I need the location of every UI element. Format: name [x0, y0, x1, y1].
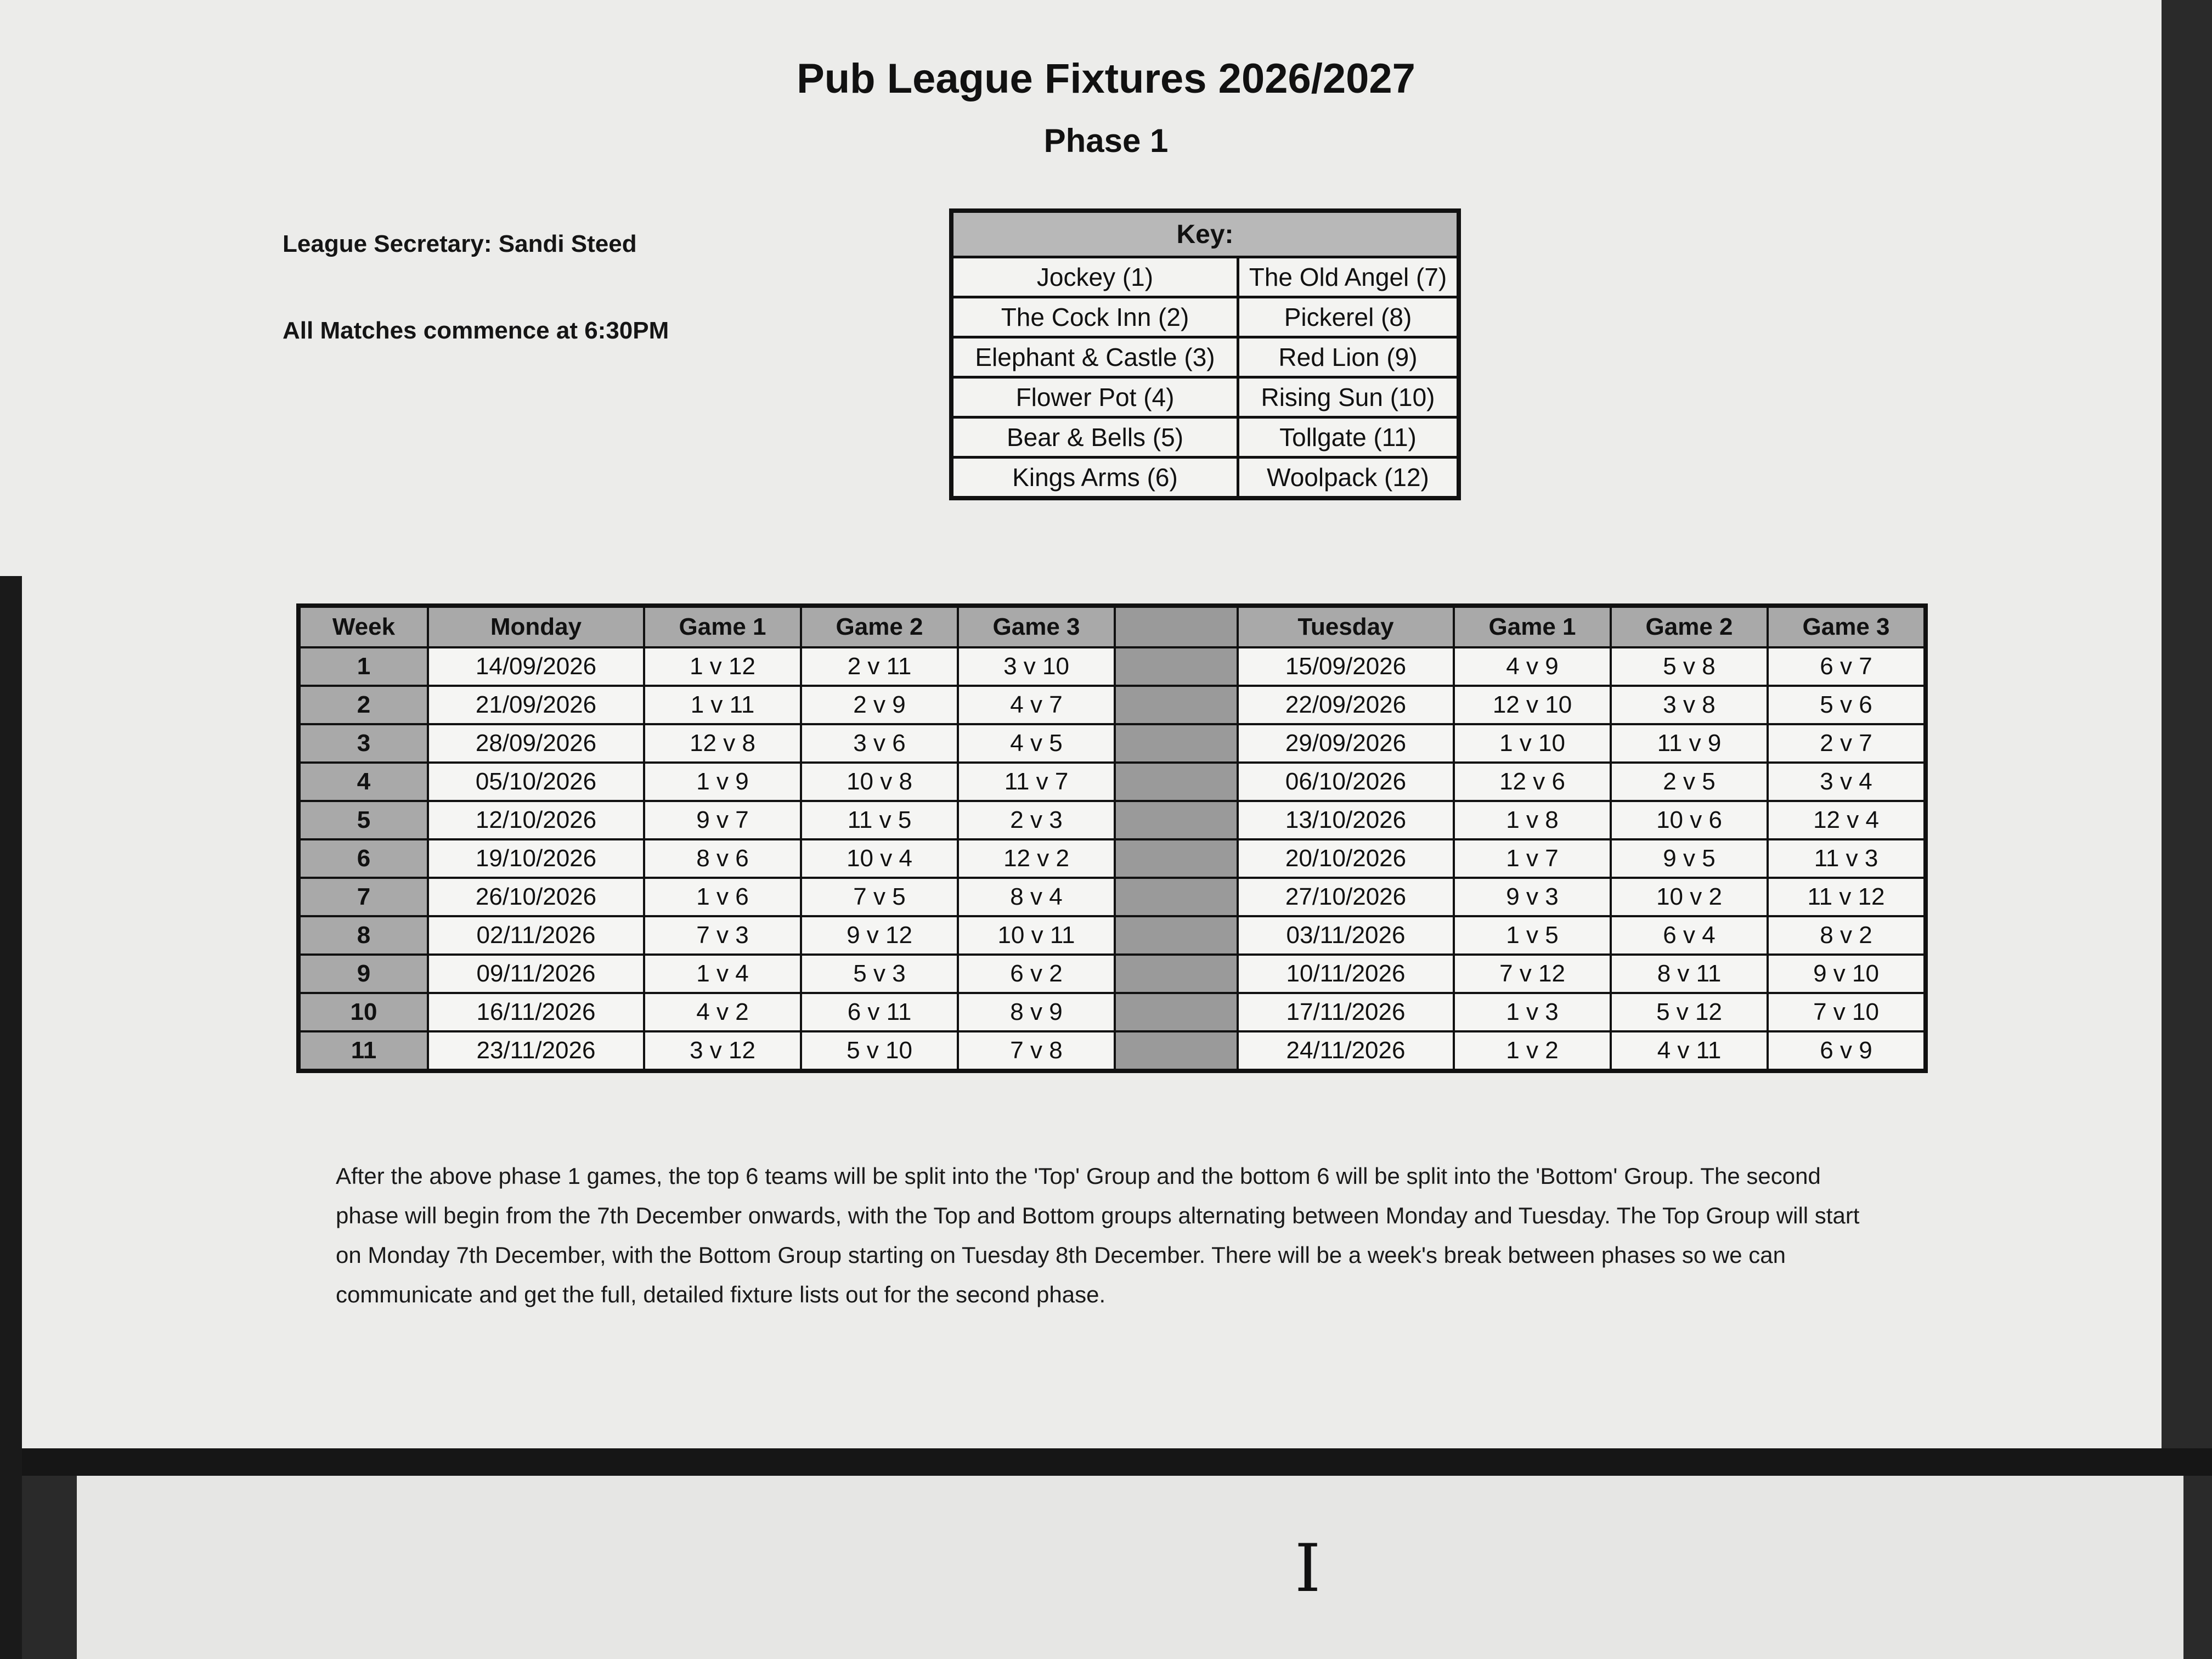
document-subtitle: Phase 1 [1043, 122, 1169, 159]
key-team: Woolpack (12) [1238, 458, 1459, 499]
match-date: 21/09/2026 [428, 686, 644, 724]
fixture-cell: 7 v 8 [958, 1031, 1115, 1071]
fixture-cell: 6 v 11 [801, 993, 958, 1031]
table-row [298, 839, 1926, 878]
spacer-cell [1115, 647, 1238, 686]
key-team: Pickerel (8) [1238, 297, 1459, 337]
fixture-cell: 9 v 3 [1454, 878, 1611, 916]
key-row [951, 377, 1459, 417]
key-team: Bear & Bells (5) [951, 417, 1238, 458]
fixture-cell: 8 v 6 [644, 839, 801, 878]
match-date: 28/09/2026 [428, 724, 644, 763]
fixture-cell: 6 v 7 [1768, 647, 1926, 686]
fixture-cell: 10 v 4 [801, 839, 958, 878]
screen-bezel [0, 576, 22, 1659]
fixture-cell: 8 v 4 [958, 878, 1115, 916]
spacer-cell [1115, 839, 1238, 878]
week-number: 3 [298, 724, 428, 763]
key-row [951, 297, 1459, 337]
week-number: 4 [298, 763, 428, 801]
table-row [298, 686, 1926, 724]
fixture-cell: 1 v 12 [644, 647, 801, 686]
team-key-table [949, 208, 1461, 500]
fixture-cell: 1 v 11 [644, 686, 801, 724]
fixture-cell: 2 v 7 [1768, 724, 1926, 763]
fixture-cell: 1 v 2 [1454, 1031, 1611, 1071]
key-team: The Old Angel (7) [1238, 257, 1459, 297]
key-heading: Key: [951, 211, 1459, 257]
table-row [298, 647, 1926, 686]
fixture-cell: 2 v 3 [958, 801, 1115, 839]
week-number: 9 [298, 955, 428, 993]
fixture-cell: 4 v 2 [644, 993, 801, 1031]
text-cursor-icon: I [1295, 1531, 1321, 1607]
match-date: 29/09/2026 [1238, 724, 1454, 763]
key-row [951, 458, 1459, 499]
fixture-cell: 4 v 11 [1611, 1031, 1768, 1071]
fixture-cell: 1 v 9 [644, 763, 801, 801]
key-row [951, 257, 1459, 297]
fixture-cell: 9 v 12 [801, 916, 958, 955]
fixture-cell: 10 v 6 [1611, 801, 1768, 839]
document-title: Pub League Fixtures 2026/2027 [797, 55, 1415, 102]
spacer-cell [1115, 916, 1238, 955]
spacer-header [1115, 606, 1238, 647]
fixture-cell: 5 v 3 [801, 955, 958, 993]
fixture-cell: 3 v 8 [1611, 686, 1768, 724]
fixture-cell: 3 v 10 [958, 647, 1115, 686]
fixture-cell: 10 v 11 [958, 916, 1115, 955]
key-team: Elephant & Castle (3) [951, 337, 1238, 377]
column-header: Monday [428, 606, 644, 647]
spacer-cell [1115, 955, 1238, 993]
match-date: 03/11/2026 [1238, 916, 1454, 955]
match-date: 14/09/2026 [428, 647, 644, 686]
fixtures-table [296, 603, 1928, 1073]
table-row [298, 801, 1926, 839]
fixture-cell: 5 v 6 [1768, 686, 1926, 724]
fixture-cell: 1 v 6 [644, 878, 801, 916]
match-date: 20/10/2026 [1238, 839, 1454, 878]
fixture-cell: 3 v 6 [801, 724, 958, 763]
fixture-cell: 11 v 3 [1768, 839, 1926, 878]
spacer-cell [1115, 763, 1238, 801]
column-header: Game 2 [801, 606, 958, 647]
fixture-cell: 1 v 5 [1454, 916, 1611, 955]
match-date: 09/11/2026 [428, 955, 644, 993]
key-team: Jockey (1) [951, 257, 1238, 297]
fixture-cell: 4 v 9 [1454, 647, 1611, 686]
fixture-cell: 11 v 9 [1611, 724, 1768, 763]
fixture-cell: 4 v 5 [958, 724, 1115, 763]
fixture-cell: 1 v 7 [1454, 839, 1611, 878]
fixture-cell: 12 v 4 [1768, 801, 1926, 839]
match-date: 23/11/2026 [428, 1031, 644, 1071]
spacer-cell [1115, 878, 1238, 916]
key-row [951, 337, 1459, 377]
fixture-cell: 1 v 8 [1454, 801, 1611, 839]
spacer-cell [1115, 686, 1238, 724]
spacer-cell [1115, 724, 1238, 763]
column-header: Game 3 [958, 606, 1115, 647]
column-header: Game 3 [1768, 606, 1926, 647]
key-team: Flower Pot (4) [951, 377, 1238, 417]
fixture-cell: 4 v 7 [958, 686, 1115, 724]
table-row [298, 993, 1926, 1031]
match-date: 12/10/2026 [428, 801, 644, 839]
spacer-cell [1115, 1031, 1238, 1071]
match-date: 05/10/2026 [428, 763, 644, 801]
fixture-cell: 11 v 7 [958, 763, 1115, 801]
fixture-cell: 1 v 4 [644, 955, 801, 993]
match-date: 24/11/2026 [1238, 1031, 1454, 1071]
fixture-cell: 7 v 3 [644, 916, 801, 955]
fixture-cell: 3 v 12 [644, 1031, 801, 1071]
key-team: Kings Arms (6) [951, 458, 1238, 499]
fixture-cell: 2 v 5 [1611, 763, 1768, 801]
match-date: 15/09/2026 [1238, 647, 1454, 686]
week-number: 10 [298, 993, 428, 1031]
week-number: 1 [298, 647, 428, 686]
key-row [951, 417, 1459, 458]
fixture-cell: 2 v 11 [801, 647, 958, 686]
fixture-cell: 9 v 7 [644, 801, 801, 839]
table-row [298, 878, 1926, 916]
match-date: 19/10/2026 [428, 839, 644, 878]
match-date: 17/11/2026 [1238, 993, 1454, 1031]
week-number: 7 [298, 878, 428, 916]
fixture-cell: 6 v 9 [1768, 1031, 1926, 1071]
key-team: Rising Sun (10) [1238, 377, 1459, 417]
page-separator [0, 1448, 2212, 1476]
fixture-cell: 7 v 12 [1454, 955, 1611, 993]
fixture-cell: 5 v 10 [801, 1031, 958, 1071]
fixture-cell: 7 v 5 [801, 878, 958, 916]
table-row [298, 955, 1926, 993]
fixture-cell: 11 v 5 [801, 801, 958, 839]
column-header: Game 2 [1611, 606, 1768, 647]
fixture-cell: 6 v 2 [958, 955, 1115, 993]
fixture-cell: 10 v 8 [801, 763, 958, 801]
key-team: The Cock Inn (2) [951, 297, 1238, 337]
fixture-cell: 8 v 9 [958, 993, 1115, 1031]
match-date: 26/10/2026 [428, 878, 644, 916]
match-date: 22/09/2026 [1238, 686, 1454, 724]
key-team: Tollgate (11) [1238, 417, 1459, 458]
week-number: 11 [298, 1031, 428, 1071]
fixture-cell: 1 v 3 [1454, 993, 1611, 1031]
fixture-cell: 9 v 10 [1768, 955, 1926, 993]
week-number: 5 [298, 801, 428, 839]
week-number: 2 [298, 686, 428, 724]
league-secretary: League Secretary: Sandi Steed [283, 230, 637, 257]
match-date: 02/11/2026 [428, 916, 644, 955]
table-row [298, 1031, 1926, 1071]
fixture-cell: 5 v 12 [1611, 993, 1768, 1031]
table-row [298, 724, 1926, 763]
phase-note: After the above phase 1 games, the top 6 teams will be split into the 'Top' Group and the bottom 6 will be split into the 'Bottom' Group. The second phase will begin from the 7th December onwards, with the Top and Bottom groups alternating between Monday and Tuesday. The Top Group will start on Monday 7th December, with the Bottom Group starting on Tuesday 8th December. There will be a week's break between phases so we can communicate and get the full, detailed fixture lists out for the second phase. [336, 1163, 1860, 1307]
match-date: 27/10/2026 [1238, 878, 1454, 916]
fixture-cell: 12 v 2 [958, 839, 1115, 878]
fixture-cell: 1 v 10 [1454, 724, 1611, 763]
match-date: 13/10/2026 [1238, 801, 1454, 839]
fixture-cell: 12 v 8 [644, 724, 801, 763]
key-team: Red Lion (9) [1238, 337, 1459, 377]
week-number: 8 [298, 916, 428, 955]
spacer-cell [1115, 993, 1238, 1031]
fixture-cell: 11 v 12 [1768, 878, 1926, 916]
fixture-cell: 5 v 8 [1611, 647, 1768, 686]
fixture-cell: 8 v 2 [1768, 916, 1926, 955]
fixture-cell: 10 v 2 [1611, 878, 1768, 916]
fixture-cell: 3 v 4 [1768, 763, 1926, 801]
match-date: 06/10/2026 [1238, 763, 1454, 801]
next-page[interactable] [77, 1476, 2183, 1659]
table-row [298, 763, 1926, 801]
spacer-cell [1115, 801, 1238, 839]
start-time: All Matches commence at 6:30PM [283, 317, 669, 344]
column-header: Game 1 [644, 606, 801, 647]
fixture-cell: 7 v 10 [1768, 993, 1926, 1031]
column-header: Week [298, 606, 428, 647]
match-date: 16/11/2026 [428, 993, 644, 1031]
match-date: 10/11/2026 [1238, 955, 1454, 993]
table-row [298, 916, 1926, 955]
column-header: Tuesday [1238, 606, 1454, 647]
fixture-cell: 8 v 11 [1611, 955, 1768, 993]
fixture-cell: 9 v 5 [1611, 839, 1768, 878]
fixture-cell: 6 v 4 [1611, 916, 1768, 955]
fixture-cell: 2 v 9 [801, 686, 958, 724]
fixture-cell: 12 v 6 [1454, 763, 1611, 801]
week-number: 6 [298, 839, 428, 878]
column-header: Game 1 [1454, 606, 1611, 647]
fixture-cell: 12 v 10 [1454, 686, 1611, 724]
